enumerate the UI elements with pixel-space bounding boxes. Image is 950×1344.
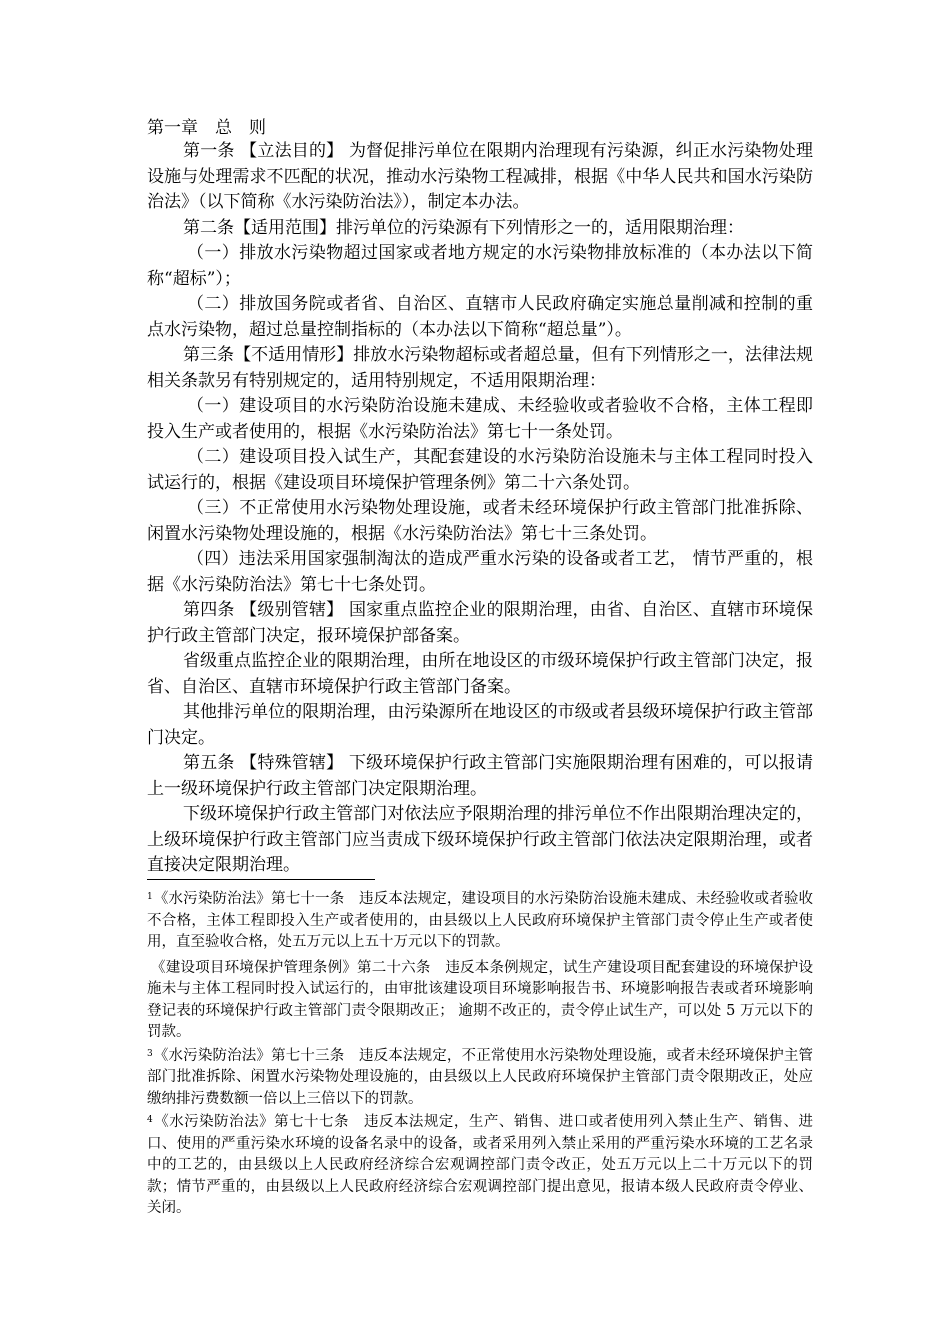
footnote-3 <box>147 1044 813 1111</box>
article-2-item-1: （一）排放水污染物超过国家或者地方规定的水污染物排放标准的（本办法以下简称“超标”）； <box>147 243 813 289</box>
article-4-para-2: 省级重点监控企业的限期治理，由所在地设区的市级环境保护行政主管部门决定，报省、自治区、直辖市环境保护行政主管部门备案。 <box>147 651 813 697</box>
article-2: 第二条【适用范围】排污单位的污染源有下列情形之一的，适用限期治理： <box>183 217 744 238</box>
article-3: 第三条【不适用情形】排放水污染物超标或者超总量，但有下列情形之一，法律法规相关条款另有特别规定的，适用特别规定，不适用限期治理： <box>147 345 813 391</box>
article-4-para-3: 其他排污单位的限期治理，由污染源所在地设区的市级或者县级环境保护行政主管部门决定。 <box>147 702 813 748</box>
footnote-mark: 3 <box>147 1048 153 1059</box>
footnote-text: 《水污染防治法》第七十七条 违反本法规定，生产、销售、进口或者使用列入禁止生产、销售、进口、使用的严重污染水环境的设备名录中的设备，或者采用列入禁止采用的严重污染水环境的工艺名录中的工艺的，由县级以上人民政府经济综合宏观调控部门责令改正，处五万元以上二十万元以下的罚款；情节严重的，由县级以上人民政府经济综合宏观调控部门提出意见，报请本级人民政府责令停业、关闭。 <box>147 1114 813 1216</box>
article-5-para-2: 下级环境保护行政主管部门对依法应予限期治理的排污单位不作出限期治理决定的，上级环境保护行政主管部门应当责成下级环境保护行政主管部门依法决定限期治理，或者直接决定限期治理。 <box>147 804 813 875</box>
footnote-mark: 4 <box>147 1115 153 1125</box>
article-2-item-2: （二）排放国务院或者省、自治区、直辖市人民政府确定实施总量削减和控制的重点水污染物，超过总量控制指标的（本办法以下简称“超总量”）。 <box>147 294 813 340</box>
article-5: 第五条 【特殊管辖】 下级环境保护行政主管部门实施限期治理有困难的，可以报请上一级环境保护行政主管部门决定限期治理。 <box>147 753 813 799</box>
article-3-item-3: （三）不正常使用水污染物处理设施，或者未经环境保护行政主管部门批准拆除、闲置水污染物处理设施的，根据《水污染防治法》第七十三条处罚。 <box>147 498 813 544</box>
article-3-item-4: （四）违法采用国家强制淘汰的造成严重水污染的设备或者工艺， 情节严重的，根据《水污染防治法》第七十七条处罚。 <box>147 549 813 595</box>
article-3-item-2: （二）建设项目投入试生产，其配套建设的水污染防治设施未与主体工程同时投入试运行的，根据《建设项目环境保护管理条例》第二十六条处罚。 <box>147 447 813 493</box>
article-3-item-1: （一）建设项目的水污染防治设施未建成、未经验收或者验收不合格，主体工程即投入生产或者使用的，根据《水污染防治法》第七十一条处罚。 <box>147 396 813 442</box>
footnote-2 <box>147 958 813 1044</box>
footnote-1 <box>147 887 813 954</box>
footnote-text: 《水污染防治法》第七十一条 违反本法规定，建设项目的水污染防治设施未建成、未经验收或者验收不合格，主体工程即投入生产或者使用的，由县级以上人民政府环境保护主管部门责令停止生产或者使用，直至验收合格，处五万元以上五十万元以下的罚款。 <box>147 891 813 950</box>
article-1: 第一条 【立法目的】 为督促排污单位在限期内治理现有污染源，纠正水污染物处理设施与处理需求不匹配的状况，推动水污染物工程减排，根据《中华人民共和国水污染防治法》（以下简称《水污染防治法》），制定本办法。 <box>147 141 813 212</box>
footnote-text: 《建设项目环境保护管理条例》第二十六条 违反本条例规定，试生产建设项目配套建设的环境保护设施未与主体工程同时投入试运行的，由审批该建设项目环境影响报告书、环境影响报告表或者环境影响登记表的环境保护行政主管部门责令限期改正； 逾期不改正的，责令停止试生产，可以处 5 万元以下的罚款。 <box>147 959 813 1040</box>
footnote-separator <box>147 879 375 880</box>
footnotes <box>147 887 813 1220</box>
footnote-4 <box>147 1110 813 1220</box>
footnote-mark: 1 <box>147 892 153 902</box>
article-4: 第四条 【级别管辖】 国家重点监控企业的限期治理，由省、自治区、直辖市环境保护行政主管部门决定，报环境保护部备案。 <box>147 600 813 646</box>
chapter-heading: 第一章 总 则 <box>147 118 266 138</box>
footnote-text: 《水污染防治法》第七十三条 违反本法规定，不正常使用水污染物处理设施，或者未经环境保护主管部门批准拆除、闲置水污染物处理设施的，由县级以上人民政府环境保护主管部门责令限期改正，处应缴纳排污费数额一倍以上三倍以下的罚款。 <box>147 1047 813 1107</box>
main-text <box>147 117 813 879</box>
